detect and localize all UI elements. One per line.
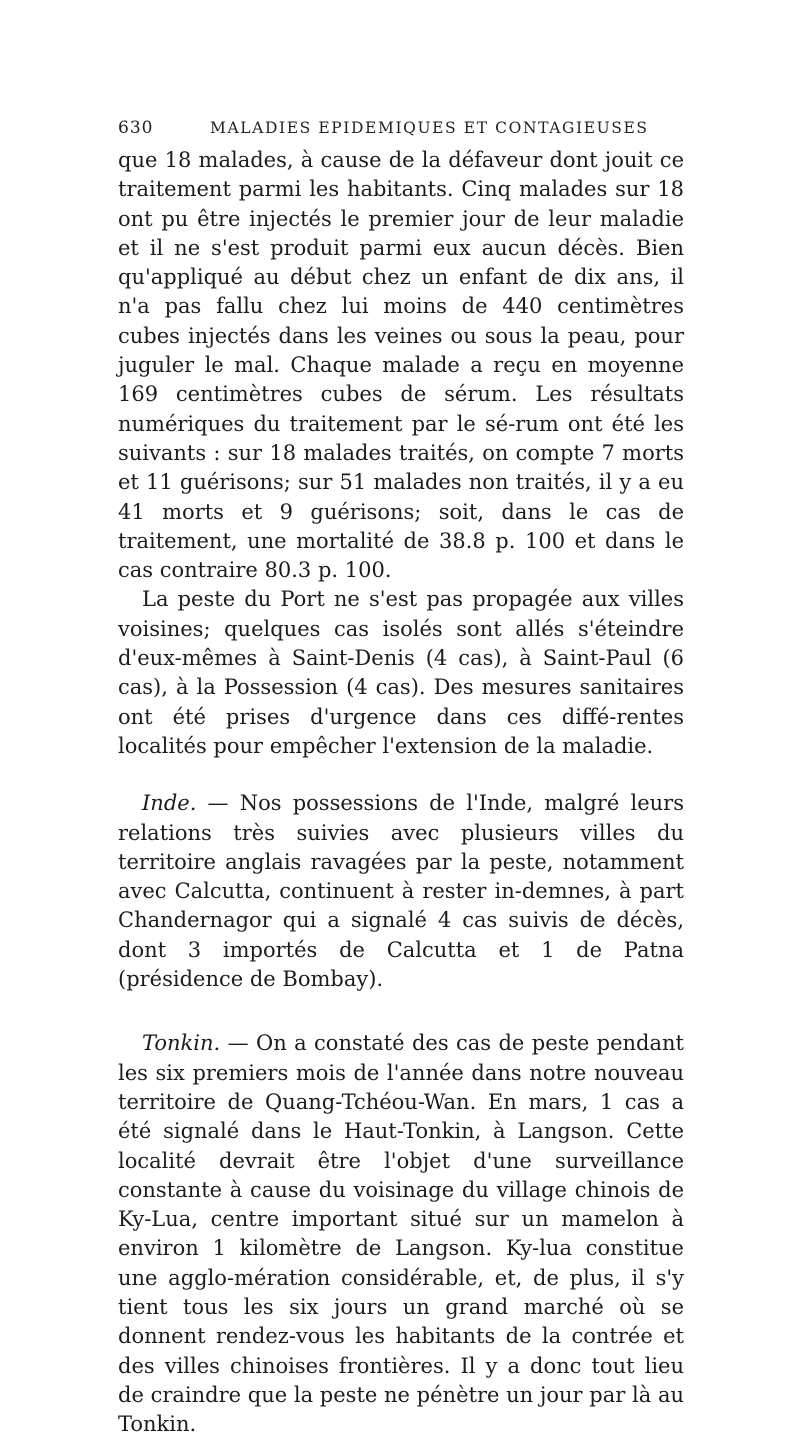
paragraph-text: — Nos possessions de l'Inde, malgré leurs relations très suivies avec plusieurs villes du territoire anglais ravagées par la peste, notamment avec Calcutta, continuent à rester in-demnes, à part Chandernagor qui a signalé 4 cas suivis de décès, dont 3 importés de Calcutta et 1 de Patna (présidence de Bombay). (118, 791, 684, 992)
paragraph-text: que 18 malades, à cause de la défaveur dont jouit ce traitement parmi les habitants. Cinq malades sur 18 ont pu être injectés le premier jour de leur maladie et il ne s'est produit parmi eux aucun décès. Bien qu'appliqué au début chez un enfant de dix ans, il n'a pas fallu chez lui moins de 440 centimètres cubes injectés dans les veines ou sous la peau, pour juguler le mal. Chaque malade a reçu en moyenne 169 centimètres cubes de sérum. Les résultats numériques du traitement par le sé-rum ont été les suivants : sur 18 malades traités, on compte 7 morts et 11 guérisons; sur 51 malades non traités, il y a eu 41 morts et 9 guérisons; soit, dans le cas de traitement, une mortalité de 38.8 p. 100 et dans le cas contraire 80.3 p. 100. (118, 148, 684, 583)
paragraph-port-plague (118, 585, 684, 761)
section-inde (118, 789, 684, 994)
body-text (118, 146, 684, 1439)
paragraph-serum-results (118, 146, 684, 585)
section-heading-tonkin: Tonkin. (142, 1031, 221, 1056)
running-head (118, 118, 684, 146)
section-spacer (118, 994, 684, 1029)
book-page (118, 118, 684, 1439)
page-number: 630 (118, 118, 154, 138)
section-heading-inde: Inde. (142, 791, 197, 816)
paragraph-text: — On a constaté des cas de peste pendant les six premiers mois de l'année dans notre nouveau territoire de Quang-Tchéou-Wan. En mars, 1 cas a été signalé dans le Haut-Tonkin, à Langson. Cette localité devrait être l'objet d'une surveillance constante à cause du voisinage du village chinois de Ky-Lua, centre important situé sur un mamelon à environ 1 kilomètre de Langson. Ky-lua constitue une agglo-mération considérable, et, de plus, il s'y tient tous les six jours un grand marché où se donnent rendez-vous les habitants de la contrée et des villes chinoises frontières. Il y a donc tout lieu de craindre que la peste ne pénètre un jour par là au Tonkin. (118, 1031, 684, 1437)
paragraph-text: La peste du Port ne s'est pas propagée aux villes voisines; quelques cas isolés sont allés s'éteindre d'eux-mêmes à Saint-Denis (4 cas), à Saint-Paul (6 cas), à la Possession (4 cas). Des mesures sanitaires ont été prises d'urgence dans ces diffé-rentes localités pour empêcher l'extension de la maladie. (118, 587, 684, 758)
section-tonkin (118, 1029, 684, 1439)
section-spacer (118, 761, 684, 789)
running-title: MALADIES EPIDEMIQUES ET CONTAGIEUSES (210, 119, 649, 137)
